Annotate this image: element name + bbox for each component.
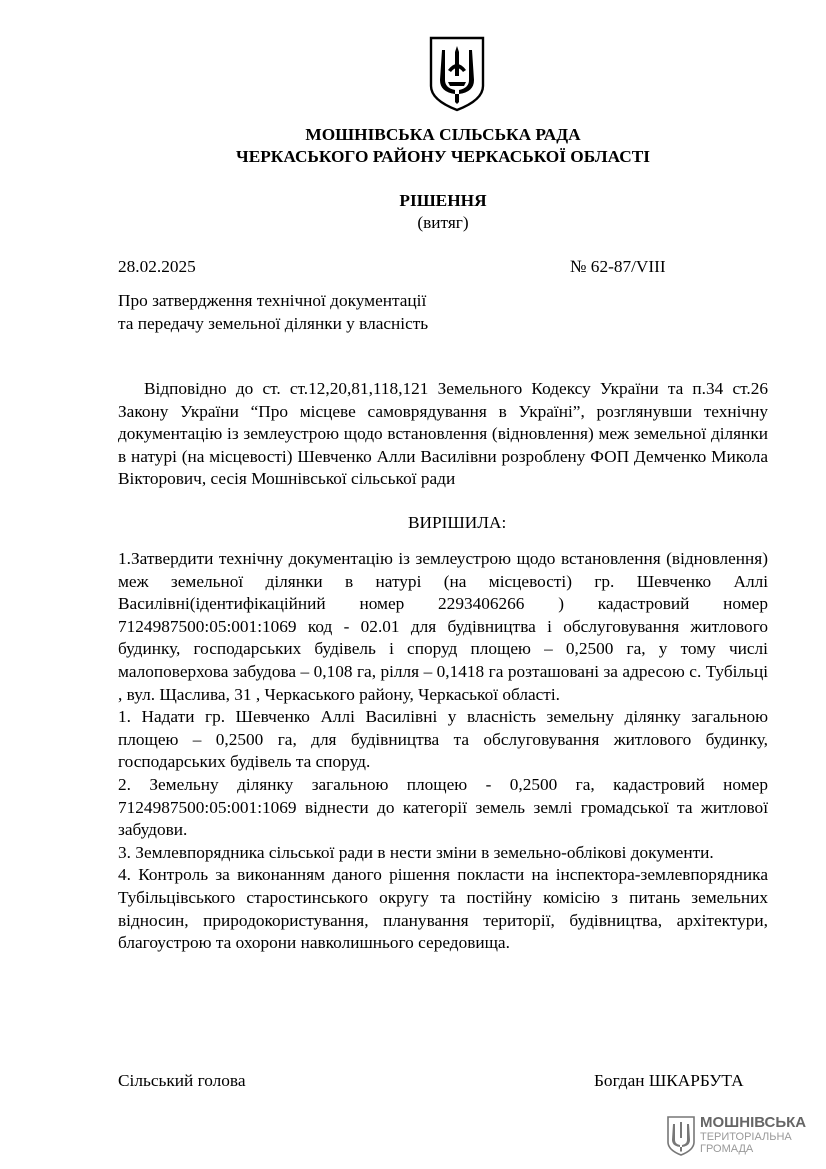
logo-line3: ГРОМАДА: [700, 1143, 754, 1155]
coat-of-arms-icon: [428, 36, 486, 112]
council-name: МОШНІВСЬКА СІЛЬСЬКА РАДА: [305, 125, 581, 144]
decision-item: 2. Земельну ділянку загальною площею - 0,2500 га, кадастровий номер 7124987500:05:001:1069 віднести до категорії земель землі громадської та житлової забудови.: [118, 774, 768, 840]
preamble-paragraph: Відповідно до ст. ст.12,20,81,118,121 Земельного Кодексу України та п.34 ст.26 Закону України “Про місцеве самоврядування в Україні”, розглянувши технічну документацію із землеустрою щодо встановлення (відновлення) меж земельної ділянки в натурі (на місцевості) Шевченко Алли Василівни розроблену ФОП Демченко Микола Вікторович, сесія Мошнівської сільської ради: [118, 379, 768, 489]
decision-subject: Про затвердження технічної документації та передачу земельної ділянки у власність: [118, 291, 429, 333]
decision-number: № 62-87/VIII: [570, 257, 666, 276]
trident-icon: [666, 1116, 696, 1156]
community-logo: [666, 1114, 816, 1162]
signatory-name: Богдан ШКАРБУТА: [594, 1071, 744, 1090]
signatory-title: Сільський голова: [118, 1071, 246, 1090]
logo-line1: МОШНІВСЬКА: [700, 1114, 807, 1131]
decision-item: 1. Надати гр. Шевченко Аллі Василівні у власність земельну ділянку загальною площею – 0,2500 га, для будівництва та обслуговування житлового будинку, господарських будівель та споруд.: [118, 707, 768, 772]
logo-line2: ТЕРИТОРІАЛЬНА: [700, 1131, 792, 1143]
decision-date: 28.02.2025: [118, 257, 196, 276]
decision-items: [118, 548, 768, 955]
document-subtitle: (витяг): [417, 213, 469, 232]
document-title: РІШЕННЯ: [399, 191, 487, 210]
resolved-heading: ВИРІШИЛА:: [408, 513, 507, 532]
decision-item: 3. Землевпорядника сільської ради в нести зміни в земельно-облікові документи.: [118, 842, 714, 862]
decision-item: 1.Затвердити технічну документацію із землеустрою щодо встановлення (відновлення) меж земельної ділянки в натурі (на місцевості) гр. Шевченко Аллі Василівні(ідентифікаційний номер 2293406266 ) кадастровий номер 7124987500:05:001:1069 код - 02.01 для будівництва і обслуговування житлового будинку, господарських будівель і споруд площею – 0,2500 га, у тому числі малоповерхова забудова – 0,108 га, рілля – 0,1418 га розташовані за адресою с. Тубільці , вул. Щаслива, 31 , Черкаського району, Черкаської області.: [118, 549, 768, 704]
decision-item: 4. Контроль за виконанням даного рішення покласти на інспектора-землевпорядника Тубільцівського старостинського округу та постійну комісію з питань земельних відносин, природокористування, планування території, будівництва, архітектури, благоустрою та охорони навколишнього середовища.: [118, 865, 768, 953]
council-district: ЧЕРКАСЬКОГО РАЙОНУ ЧЕРКАСЬКОЇ ОБЛАСТІ: [236, 147, 650, 166]
